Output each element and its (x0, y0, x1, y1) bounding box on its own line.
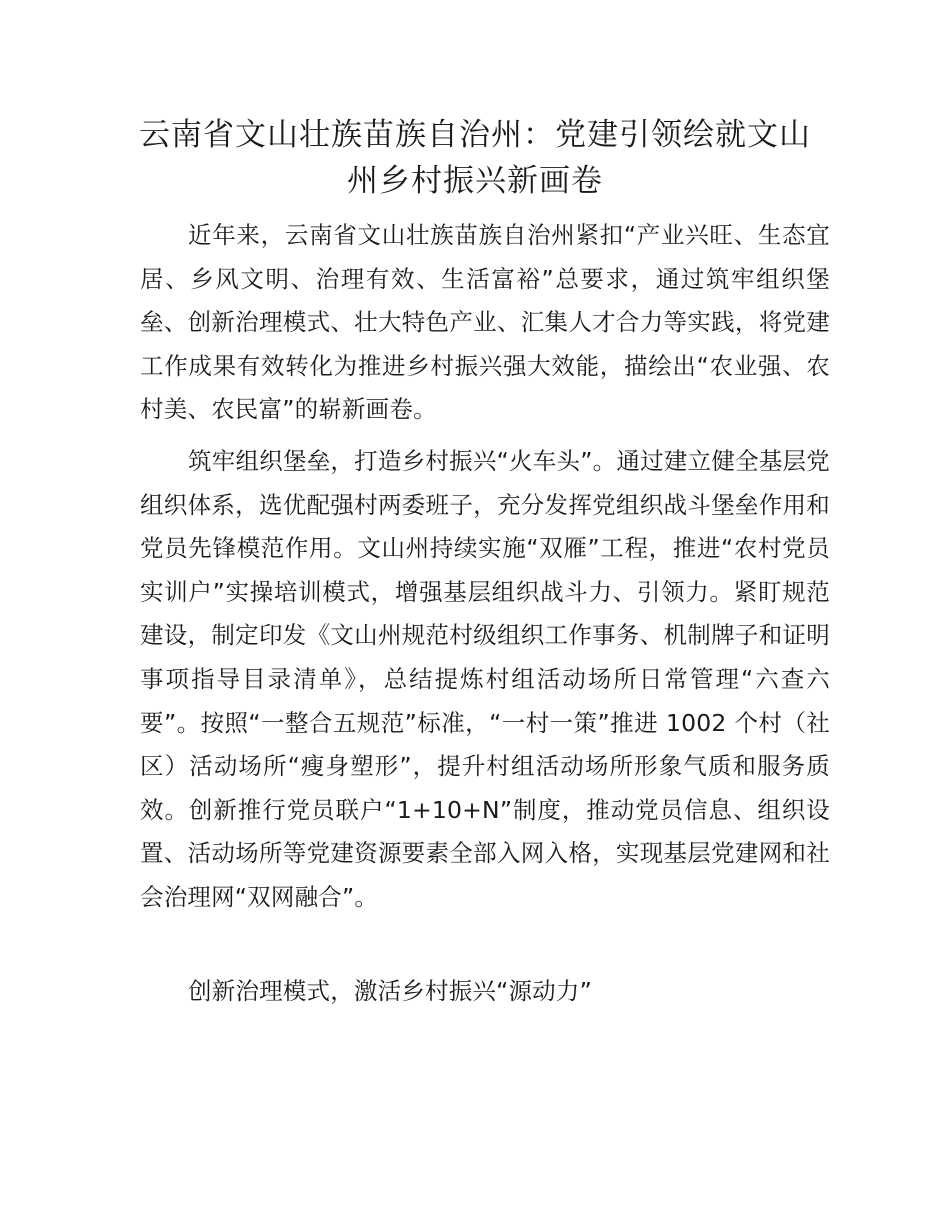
paragraph-organization: 筑牢组织堡垒，打造乡村振兴“火车头”。通过建立健全基层党组织体系，选优配强村两委班子，充分发挥党组织战斗堡垒作用和党员先锋模范作用。文山州持续实施“双雁”工程，推进“农村党员实训户”实操培训模式，增强基层组织战斗力、引领力。紧盯规范建设，制定印发《文山州规范村级组织工作事务、机制牌子和证明事项指导目录清单》，总结提炼村组活动场所日常管理“六查六要”。按照“一整合五规范”标准，“一村一策”推进 1002 个村（社区）活动场所“瘦身塑形”，提升村组活动场所形象气质和服务质效。创新推行党员联户“1+10+N”制度，推动党员信息、组织设置、活动场所等党建资源要素全部入网入格，实现基层党建网和社会治理网“双网融合”。 (140, 447, 830, 911)
document-title: 云南省文山壮族苗族自治州：党建引领绘就文山州乡村振兴新画卷 (139, 117, 811, 199)
paragraph-intro: 近年来，云南省文山壮族苗族自治州紧扣“产业兴旺、生态宜居、乡风文明、治理有效、生活富裕”总要求，通过筑牢组织堡垒、创新治理模式、壮大特色产业、汇集人才合力等实践，将党建工作成果有效转化为推进乡村振兴强大效能，描绘出“农业强、农村美、农民富”的崭新画卷。 (140, 221, 830, 424)
paragraph-governance-heading: 创新治理模式，激活乡村振兴“源动力” (188, 977, 592, 1005)
